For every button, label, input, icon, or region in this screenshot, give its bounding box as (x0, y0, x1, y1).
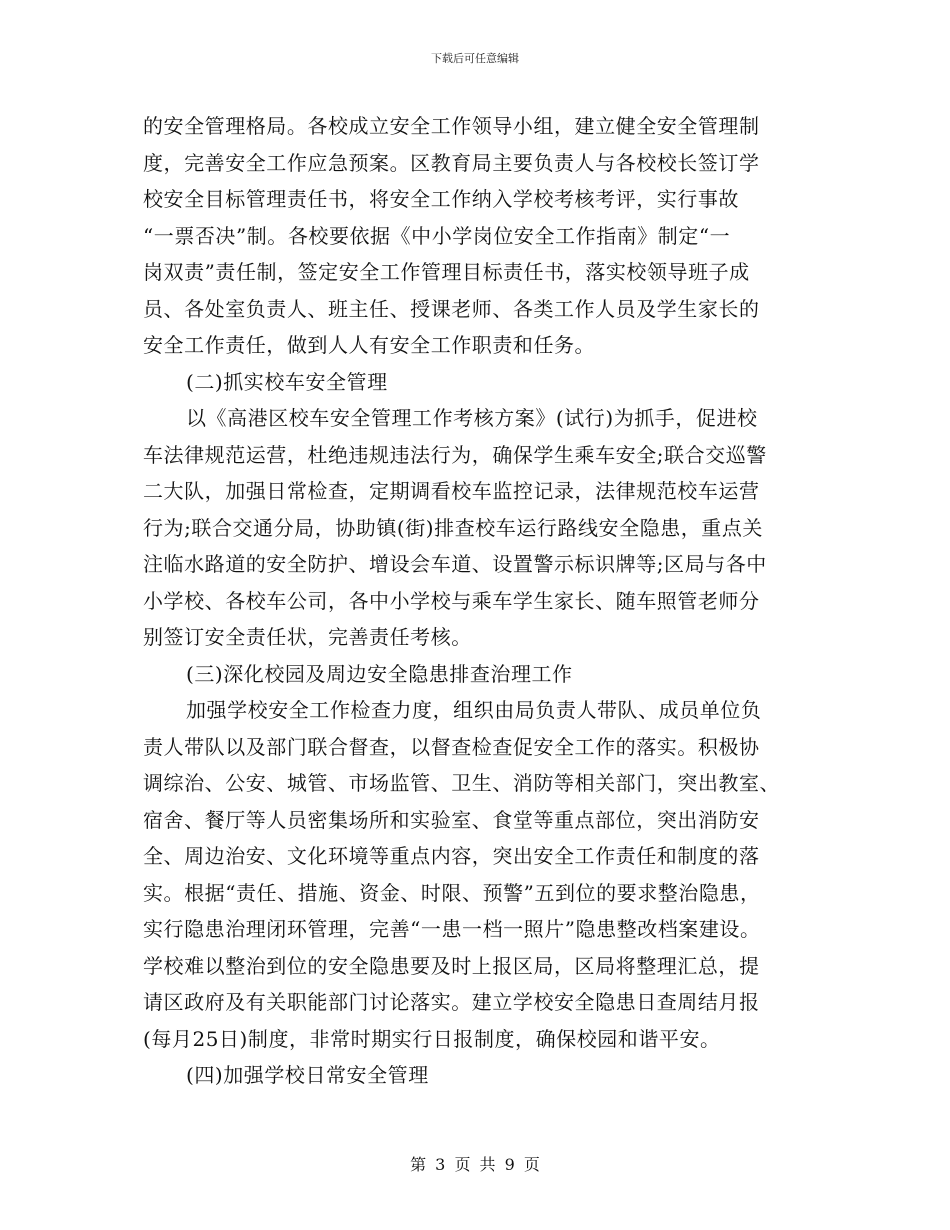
document-body (143, 108, 807, 1094)
text-line: 度，完善安全工作应急预案。区教育局主要负责人与各校校长签订学 (143, 150, 760, 175)
text-line: 实行隐患治理闭环管理，完善“一患一档一照片”隐患整改档案建设。 (143, 917, 761, 941)
text-line: 学校难以整治到位的安全隐患要及时上报区局，区局将整理汇总，提 (143, 953, 760, 978)
text-line: (每月25日)制度，非常时期实行日报制度，确保校园和谐平安。 (143, 1026, 721, 1051)
text-line: 责人带队以及部门联合督查，以督查检查促安全工作的落实。积极协 (143, 734, 760, 759)
text-line: 安全工作责任，做到人人有安全工作职责和任务。 (143, 333, 596, 357)
page-header: 下载后可任意编辑 (431, 52, 519, 65)
text-line: 小学校、各校车公司，各中小学校与乘车学生家长、随车照管老师分 (143, 588, 760, 613)
section-heading: (四)加强学校日常安全管理 (186, 1063, 429, 1087)
text-line: “一票否决”制。各校要依据《中小学岗位安全工作指南》制定“一 (143, 223, 731, 248)
text-line: 宿舍、餐厅等人员密集场所和实验室、食堂等重点部位，突出消防安 (143, 807, 760, 832)
text-line: 请区政府及有关职能部门讨论落实。建立学校安全隐患日查周结月报 (143, 990, 760, 1014)
page-footer: 第 3 页 共 9 页 (410, 1155, 540, 1174)
text-line: 以《高港区校车安全管理工作考核方案》(试行)为抓手，促进校 (186, 406, 758, 430)
text-line: 车法律规范运营，杜绝违规违法行为，确保学生乘车安全;联合交巡警 (143, 442, 767, 467)
section-heading: (三)深化校园及周边安全隐患排查治理工作 (186, 661, 573, 686)
text-line: 岗双责”责任制，签定安全工作管理目标责任书，落实校领导班子成 (143, 260, 750, 284)
text-line: 行为;联合交通分局，协助镇(街)排查校车运行路线安全隐患，重点关 (143, 515, 763, 540)
text-line: 的安全管理格局。各校成立安全工作领导小组，建立健全安全管理制 (143, 114, 760, 138)
text-line: 实。根据“责任、措施、资金、时限、预警”五到位的要求整治隐患， (143, 880, 761, 905)
text-line: 加强学校安全工作检查力度，组织由局负责人带队、成员单位负 (186, 698, 762, 722)
text-line: 调综治、公安、城管、市场监管、卫生、消防等相关部门，突出教室、 (143, 771, 781, 795)
text-line: 员、各处室负责人、班主任、授课老师、各类工作人员及学生家长的 (143, 296, 760, 321)
text-line: 二大队，加强日常检查，定期调看校车监控记录，法律规范校车运营 (143, 479, 760, 503)
text-line: 别签订安全责任状，完善责任考核。 (143, 625, 472, 649)
text-line: 全、周边治安、文化环境等重点内容，突出安全工作责任和制度的落 (143, 844, 760, 868)
text-line: 校安全目标管理责任书，将安全工作纳入学校考核考评，实行事故 (143, 187, 739, 211)
section-heading: (二)抓实校车安全管理 (186, 369, 388, 394)
text-line: 注临水路道的安全防护、增设会车道、设置警示标识牌等;区局与各中 (143, 552, 767, 576)
